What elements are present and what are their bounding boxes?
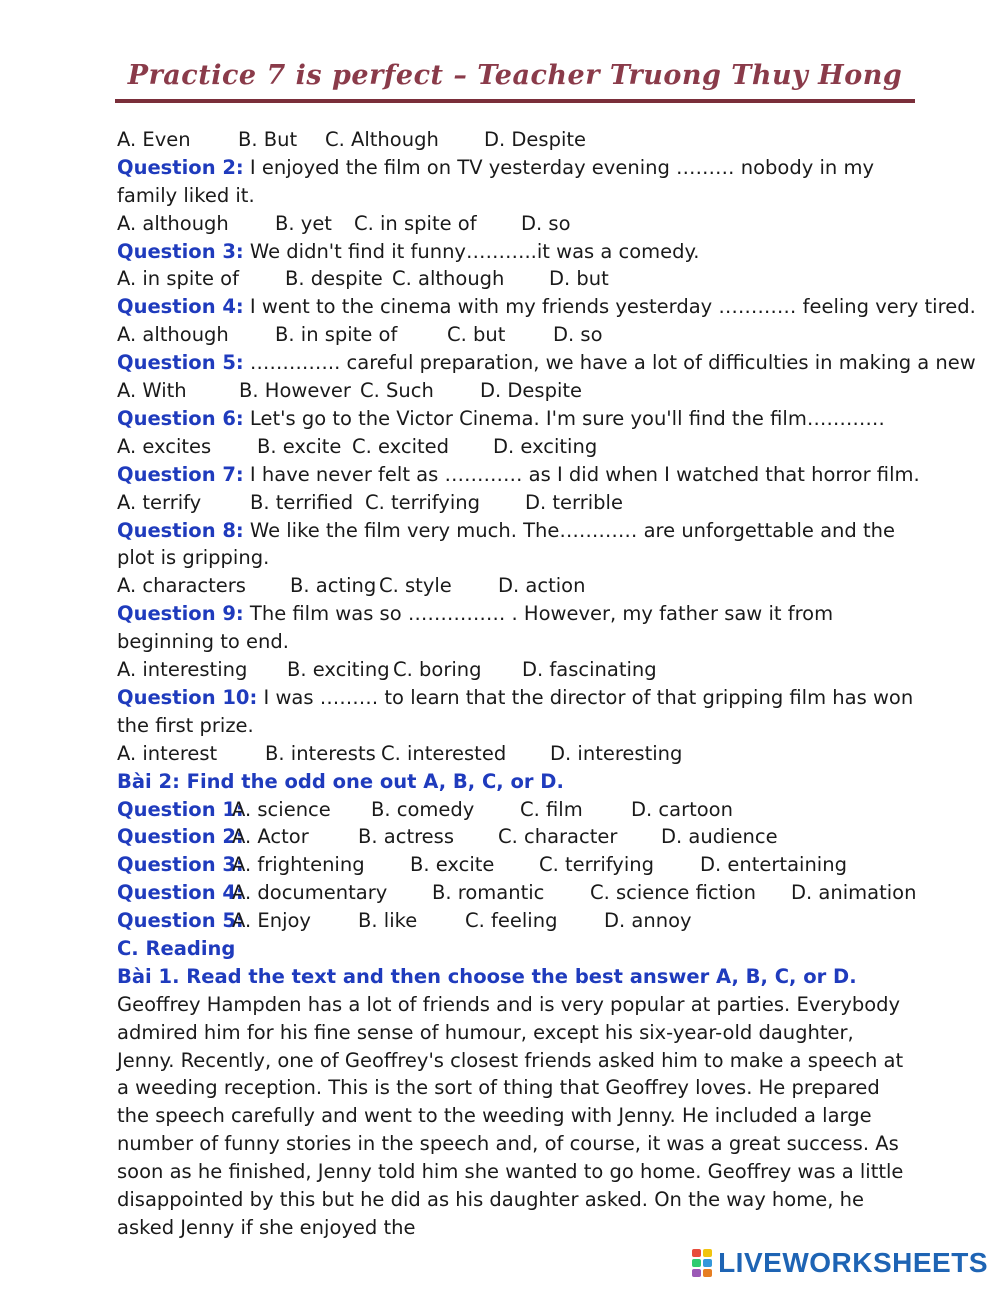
question-label: Question 5:	[117, 351, 244, 375]
option-a[interactable]: A. With	[117, 379, 187, 403]
option-b[interactable]: B. acting	[290, 574, 377, 598]
question-label: Question 6:	[117, 406, 244, 430]
liveworksheets-logo	[692, 1249, 988, 1277]
question-text	[117, 154, 917, 210]
odd-one-out-row	[117, 796, 917, 824]
question-text	[117, 600, 917, 656]
question-label: Question 4:	[117, 881, 244, 905]
option-d[interactable]: D. action	[498, 574, 586, 598]
option-row	[117, 210, 917, 238]
option-d[interactable]: D. so	[553, 323, 603, 347]
option-row	[117, 433, 917, 461]
option-b[interactable]: B. interests	[265, 741, 376, 765]
option-a[interactable]: A. although	[117, 211, 229, 235]
option-d[interactable]: D. Despite	[484, 128, 587, 151]
question-label: Question 2:	[117, 825, 244, 849]
question-stem: We didn't find it funny………..it was a comedy.	[243, 239, 700, 263]
task-heading: Bài 1. Read the text and then choose the best answer A, B, C, or D.	[117, 964, 857, 988]
question-label: Question 9:	[117, 602, 244, 626]
question-stem: I was ……… to learn that the director of that gripping film has won the first prize.	[117, 685, 914, 737]
question-text	[117, 461, 920, 489]
option-d[interactable]: D. animation	[791, 881, 917, 905]
option-b[interactable]: B. despite	[285, 267, 383, 291]
option-a[interactable]: A. documentary	[232, 881, 388, 905]
reading-passage: Geoffrey Hampden has a lot of friends and is very popular at parties. Everybody admired him for his fine sense of humour, except his six-year-old daughter, Jenny. Recently, one of Geoffrey's closest friends asked him to make a speech at a weeding reception. This is the sort of thing that Geoffrey loves. He prepared the speech carefully and went to the weeding with Jenny. He included a large number of funny stories in the speech and, of course, it was a great success. As soon as he finished, Jenny told him she wanted to go home. Geoffrey was a little disappointed by this but he did as his daughter asked. On the way home, he asked Jenny if she enjoyed the	[117, 992, 904, 1239]
option-a[interactable]: A. Even	[117, 128, 191, 151]
question-stem: I enjoyed the film on TV yesterday evening ……… nobody in my family liked it.	[117, 155, 874, 207]
question-stem: I went to the cinema with my friends yesterday ………… feeling very tired.	[243, 295, 976, 319]
option-d[interactable]: D. cartoon	[631, 797, 733, 821]
logo-mark-icon	[692, 1249, 712, 1277]
option-d[interactable]: D. but	[549, 267, 609, 291]
option-d[interactable]: D. exciting	[493, 434, 598, 458]
option-d[interactable]: D. Despite	[480, 379, 583, 403]
question-text	[117, 238, 917, 266]
option-a[interactable]: A. interest	[117, 741, 218, 765]
option-a[interactable]: A. in spite of	[117, 267, 239, 291]
worksheet-content	[117, 126, 976, 1242]
option-d[interactable]: D. so	[521, 211, 571, 235]
odd-one-out-row	[117, 879, 917, 907]
option-row	[117, 377, 917, 405]
question-label: Question 1:	[117, 797, 244, 821]
option-row	[117, 489, 917, 517]
section-heading: C. Reading	[117, 936, 236, 960]
question-label: Question 5:	[117, 909, 244, 933]
option-a[interactable]: A. terrify	[117, 490, 202, 514]
option-b[interactable]: B. exciting	[287, 658, 390, 682]
option-c[interactable]: C. Such	[360, 379, 434, 403]
odd-one-out-row	[117, 907, 917, 935]
option-row	[117, 656, 917, 684]
option-a[interactable]: A. frightening	[232, 853, 365, 877]
option-b[interactable]: B. terrified	[250, 490, 354, 514]
option-a[interactable]: A. science	[232, 797, 331, 821]
option-a[interactable]: A. Enjoy	[232, 909, 311, 933]
question-label: Question 4:	[117, 295, 244, 319]
section-heading: Bài 2: Find the odd one out A, B, C, or D.	[117, 769, 564, 793]
option-c[interactable]: C. film	[520, 797, 583, 821]
option-d[interactable]: D. interesting	[550, 741, 683, 765]
option-b[interactable]: B. But	[238, 128, 298, 151]
question-stem: ………….. careful preparation, we have a lot of difficulties in making a new	[243, 351, 976, 375]
option-c[interactable]: C. interested	[381, 741, 507, 765]
option-d[interactable]: D. audience	[661, 825, 778, 849]
option-b[interactable]: B. actress	[358, 825, 454, 849]
option-row	[117, 265, 917, 293]
page-header	[115, 58, 915, 106]
option-d[interactable]: D. fascinating	[522, 658, 657, 682]
header-divider	[115, 99, 915, 103]
option-b[interactable]: B. However	[239, 379, 351, 403]
option-row	[117, 740, 917, 768]
option-d[interactable]: D. annoy	[604, 909, 692, 933]
question-text	[117, 517, 917, 573]
option-c[interactable]: C. style	[379, 574, 452, 598]
question-label: Question 3:	[117, 239, 244, 263]
question-text	[117, 349, 976, 377]
option-a[interactable]: A. although	[117, 323, 229, 347]
question-stem: Let's go to the Victor Cinema. I'm sure you'll find the film…………	[243, 406, 885, 430]
question-stem: We like the film very much. The………… are unforgettable and the plot is gripping.	[117, 518, 895, 570]
option-b[interactable]: B. romantic	[432, 881, 545, 905]
question-text	[117, 684, 917, 740]
option-c[interactable]: C. character	[498, 825, 618, 849]
question-stem: The film was so …………… . However, my father saw it from beginning to end.	[117, 602, 834, 654]
option-a[interactable]: A. excites	[117, 434, 212, 458]
option-c[interactable]: C. although	[392, 267, 505, 291]
option-c[interactable]: C. in spite of	[354, 211, 477, 235]
option-a[interactable]: A. interesting	[117, 658, 248, 682]
option-b[interactable]: B. yet	[275, 211, 332, 235]
header-title: Practice 7 is perfect – Teacher Truong Thuy Hong	[127, 60, 903, 91]
option-b[interactable]: B. in spite of	[275, 323, 398, 347]
question-label: Question 3:	[117, 853, 244, 877]
question-label: Question 2:	[117, 155, 244, 179]
option-c[interactable]: C. excited	[352, 434, 450, 458]
option-b[interactable]: B. like	[358, 909, 418, 933]
question-label: Question 10:	[117, 685, 258, 709]
question-label: Question 8:	[117, 518, 244, 542]
option-b[interactable]: B. comedy	[371, 797, 475, 821]
option-a[interactable]: A. characters	[117, 574, 246, 598]
option-a[interactable]: A. Actor	[232, 825, 309, 849]
question-label: Question 7:	[117, 462, 244, 486]
option-c[interactable]: C. Although	[325, 128, 439, 151]
odd-one-out-row	[117, 851, 917, 879]
logo-text: LIVEWORKSHEETS	[718, 1247, 988, 1278]
option-row	[117, 321, 917, 349]
option-b[interactable]: B. excite	[257, 434, 342, 458]
option-c[interactable]: C. boring	[393, 658, 482, 682]
option-c[interactable]: C. terrifying	[365, 490, 480, 514]
question-text	[117, 405, 917, 433]
option-row	[117, 126, 917, 154]
option-c[interactable]: C. feeling	[465, 909, 558, 933]
question-stem: I have never felt as ………… as I did when I watched that horror film.	[243, 462, 920, 486]
option-d[interactable]: D. terrible	[525, 490, 623, 514]
option-c[interactable]: C. terrifying	[539, 853, 654, 877]
option-d[interactable]: D. entertaining	[700, 853, 847, 877]
option-b[interactable]: B. excite	[410, 853, 495, 877]
option-c[interactable]: C. science fiction	[590, 881, 756, 905]
option-row	[117, 572, 917, 600]
odd-one-out-row	[117, 823, 917, 851]
question-text	[117, 293, 976, 321]
option-c[interactable]: C. but	[447, 323, 506, 347]
